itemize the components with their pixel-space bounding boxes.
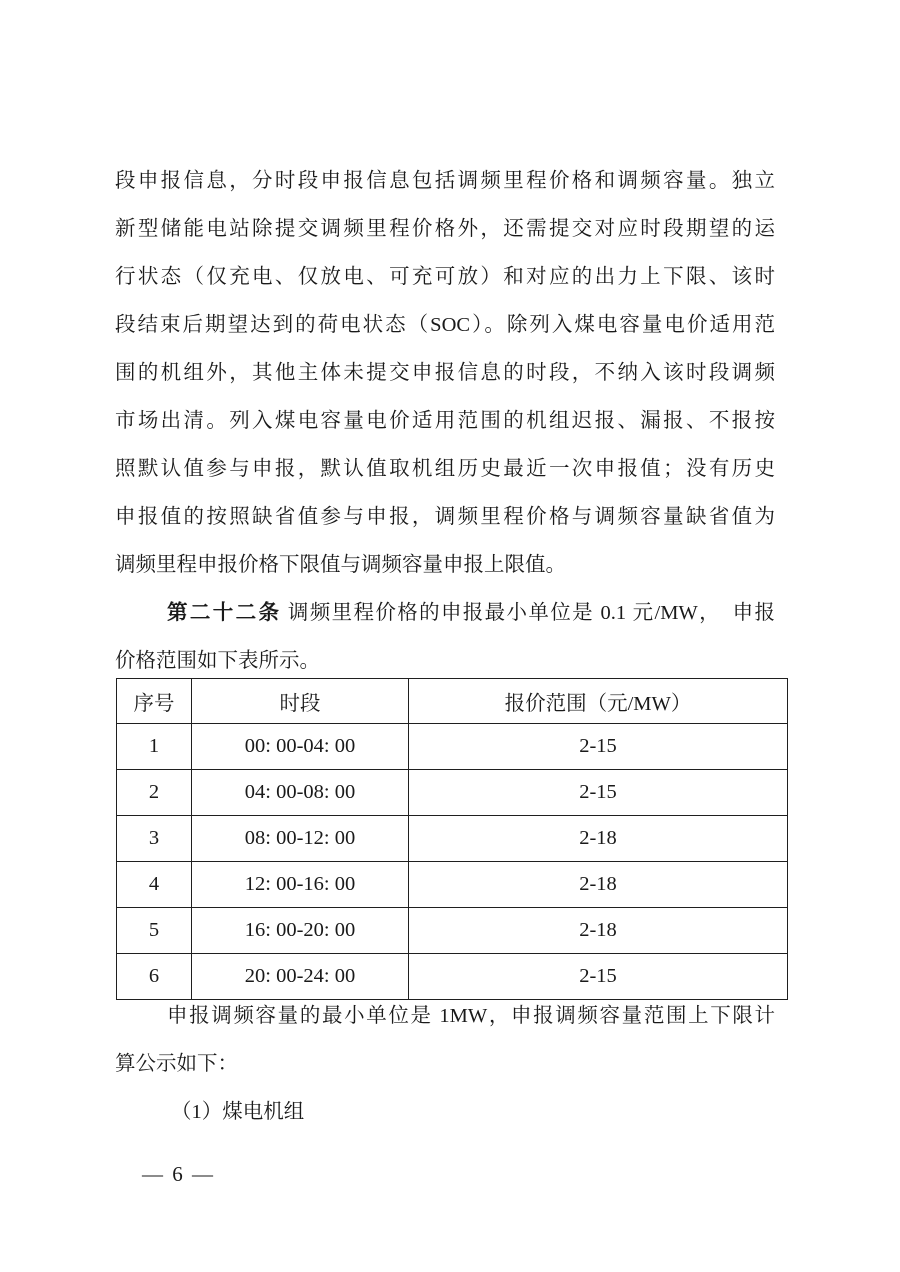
paragraph-line: 市场出清。列入煤电容量电价适用范围的机组迟报、漏报、不报按 xyxy=(115,410,775,432)
list-item-coal-unit: （1）煤电机组 xyxy=(171,1101,305,1123)
table-row xyxy=(117,816,788,862)
cell-index: 2 xyxy=(117,770,192,816)
cell-index: 4 xyxy=(117,862,192,908)
cell-range: 2-18 xyxy=(409,908,788,954)
cell-period: 12: 00-16: 00 xyxy=(192,862,409,908)
paragraph-line: 照默认值参与申报，默认值取机组历史最近一次申报值；没有历史 xyxy=(115,458,775,480)
cell-range: 2-15 xyxy=(409,724,788,770)
table-row xyxy=(117,724,788,770)
paragraph-line: 段申报信息，分时段申报信息包括调频里程价格和调频容量。独立 xyxy=(115,170,775,192)
table-header-row xyxy=(117,679,788,724)
cell-period: 16: 00-20: 00 xyxy=(192,908,409,954)
cell-range: 2-15 xyxy=(409,770,788,816)
cell-period: 08: 00-12: 00 xyxy=(192,816,409,862)
page-number: — 6 — xyxy=(142,1162,215,1186)
article-22-line xyxy=(115,589,775,637)
header-cell-period: 时段 xyxy=(192,679,409,724)
table-row xyxy=(117,908,788,954)
paragraph-line: 围的机组外，其他主体未提交申报信息的时段，不纳入该时段调频 xyxy=(115,362,775,384)
cell-range: 2-18 xyxy=(409,816,788,862)
cell-range: 2-15 xyxy=(409,954,788,1000)
price-range-table xyxy=(116,678,788,1000)
body-text-lower xyxy=(115,992,775,1136)
paragraph-line: 申报值的按照缺省值参与申报，调频里程价格与调频容量缺省值为 xyxy=(115,506,775,528)
cell-index: 5 xyxy=(117,908,192,954)
cell-period: 00: 00-04: 00 xyxy=(192,724,409,770)
cell-index: 3 xyxy=(117,816,192,862)
article-22-term: 第二十二条 xyxy=(167,601,282,624)
cell-index: 6 xyxy=(117,954,192,1000)
table-row xyxy=(117,770,788,816)
header-cell-range: 报价范围（元/MW） xyxy=(409,679,788,724)
cell-index: 1 xyxy=(117,724,192,770)
cell-range: 2-18 xyxy=(409,862,788,908)
paragraph-line: 调频里程申报价格下限值与调频容量申报上限值。 xyxy=(115,554,566,576)
header-cell-index: 序号 xyxy=(117,679,192,724)
paragraph-line: 算公示如下： xyxy=(115,1053,238,1075)
paragraph-line: 段结束后期望达到的荷电状态（SOC）。除列入煤电容量电价适用范 xyxy=(115,314,775,336)
article-22-text: 调频里程价格的申报最小单位是 0.1 元/MW， 申报 xyxy=(281,602,775,624)
paragraph-line: 申报调频容量的最小单位是 1MW，申报调频容量范围上下限计 xyxy=(167,1005,775,1027)
article-22-line: 价格范围如下表所示。 xyxy=(115,650,320,672)
cell-period: 04: 00-08: 00 xyxy=(192,770,409,816)
table-row xyxy=(117,862,788,908)
body-text-upper xyxy=(115,157,775,685)
paragraph-line: 行状态（仅充电、仅放电、可充可放）和对应的出力上下限、该时 xyxy=(115,266,775,288)
cell-period: 20: 00-24: 00 xyxy=(192,954,409,1000)
paragraph-line: 新型储能电站除提交调频里程价格外，还需提交对应时段期望的运 xyxy=(115,218,775,240)
